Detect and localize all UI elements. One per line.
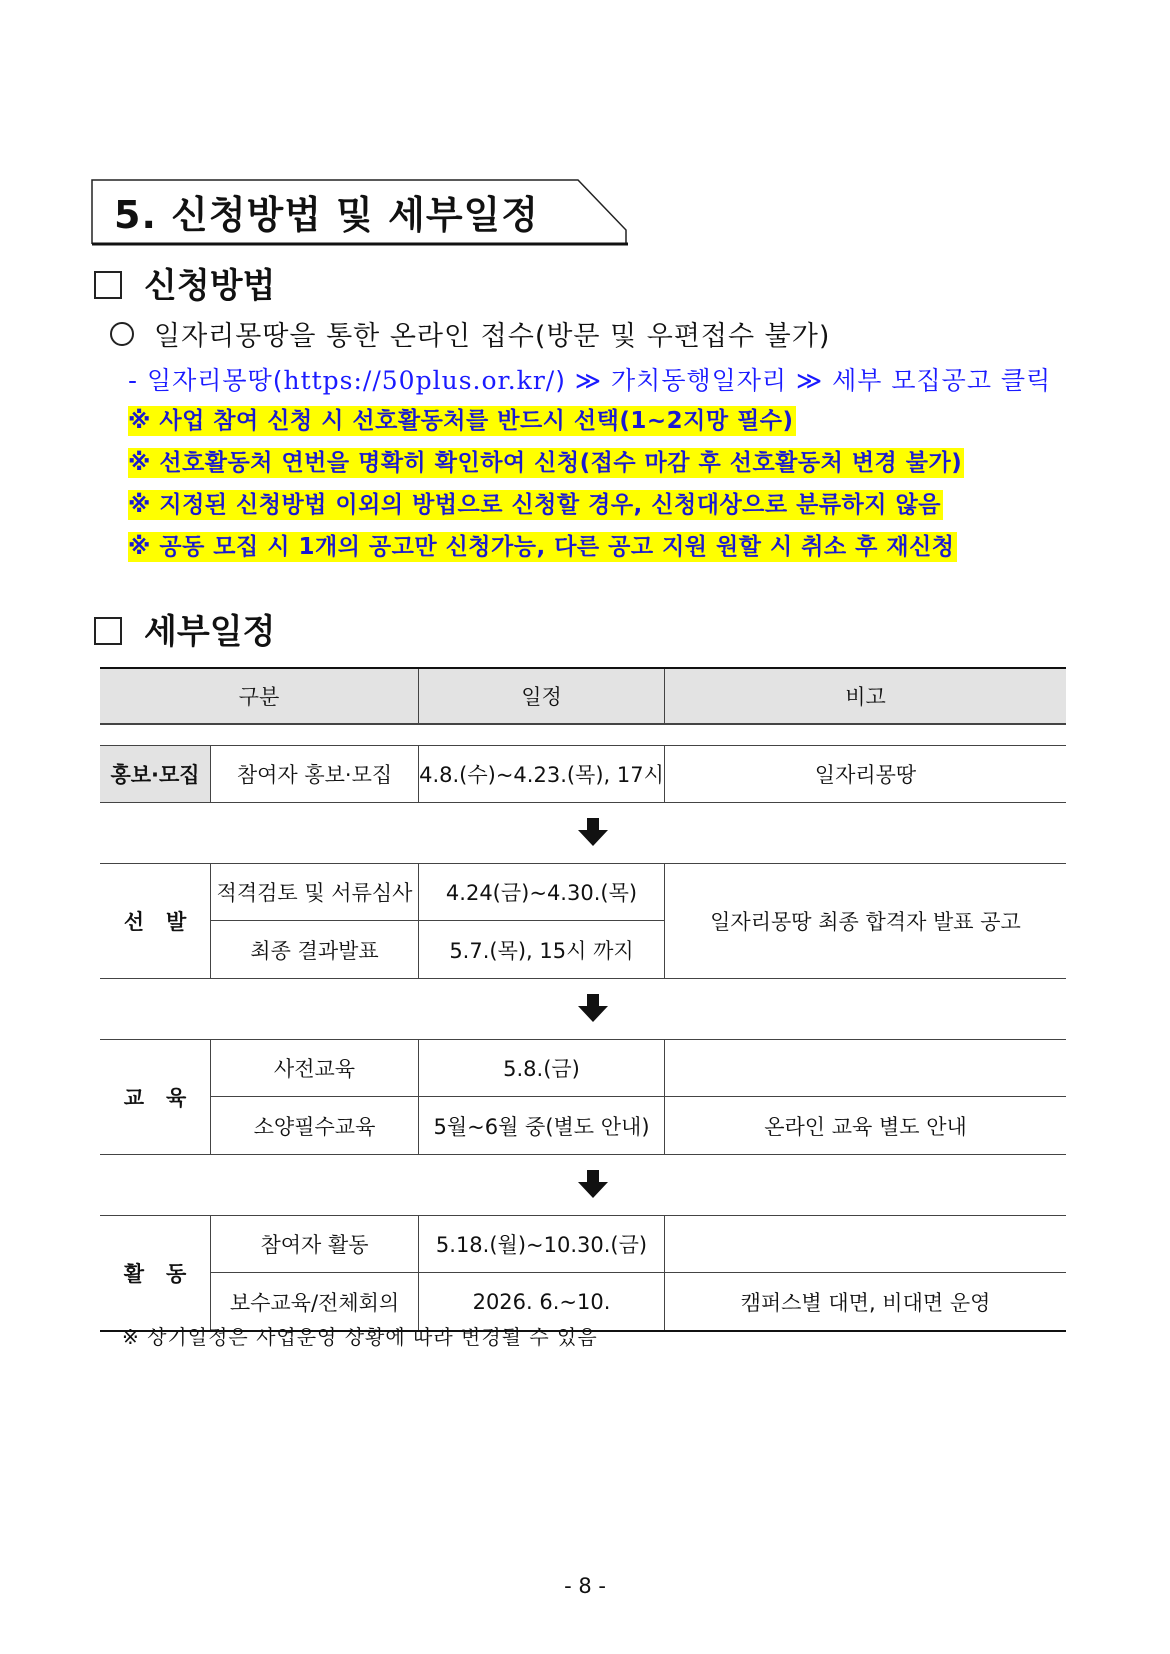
apply-heading-text: 신청방법 xyxy=(144,266,276,306)
header-category: 구분 xyxy=(238,685,280,709)
section-header xyxy=(90,178,630,246)
apply-online-line xyxy=(110,314,830,353)
note-preference-required: ※ 사업 참여 신청 시 선호활동처를 반드시 선택(1~2지망 필수) xyxy=(128,408,794,434)
note-required-education: 온라인 교육 별도 안내 xyxy=(664,1097,1066,1154)
item-required-education: 소양필수교육 xyxy=(210,1097,418,1154)
stage-selection: 선 발 xyxy=(123,910,187,934)
schedule-heading xyxy=(94,604,275,653)
down-arrow-icon xyxy=(578,818,608,846)
table-header-row xyxy=(100,667,1066,724)
stage-promo: 홍보·모집 xyxy=(100,746,210,802)
table-row-promo xyxy=(100,745,1066,803)
date-final-result: 5.7.(목), 15시 까지 xyxy=(418,921,664,978)
apply-heading xyxy=(94,258,275,307)
link-prefix: - 일자리몽땅( xyxy=(128,366,284,395)
date-participant-activity: 5.18.(월)~10.30.(금) xyxy=(418,1216,664,1273)
note-training-meeting: 캠퍼스별 대면, 비대면 운영 xyxy=(664,1273,1066,1330)
item-promo: 참여자 홍보·모집 xyxy=(210,746,418,802)
table-row-activity xyxy=(100,1215,1066,1332)
down-arrow-icon xyxy=(578,994,608,1022)
note-joint-recruit: ※ 공동 모집 시 1개의 공고만 신청가능, 다른 공고 지원 원할 시 취소 후 재신청 xyxy=(128,534,955,560)
stage-activity: 활 동 xyxy=(123,1262,187,1286)
item-training-meeting: 보수교육/전체회의 xyxy=(210,1273,418,1330)
date-screening: 4.24(금)~4.30.(목) xyxy=(418,864,664,921)
header-schedule: 일정 xyxy=(418,669,664,723)
table-row-education xyxy=(100,1039,1066,1155)
date-required-education: 5월~6월 중(별도 안내) xyxy=(418,1097,664,1154)
table-row-selection xyxy=(100,863,1066,979)
item-final-result: 최종 결과발표 xyxy=(210,921,418,978)
schedule-heading-text: 세부일정 xyxy=(144,612,276,652)
section-title: 5. 신청방법 및 세부일정 xyxy=(114,193,539,237)
note-other-method: ※ 지정된 신청방법 이외의 방법으로 신청할 경우, 신청대상으로 분류하지 않음 xyxy=(128,492,941,518)
item-screening: 적격검토 및 서류심사 xyxy=(210,864,418,921)
date-promo: 4.8.(수)~4.23.(목), 17시 xyxy=(418,746,664,802)
note-preference-number: ※ 선호활동처 연번을 명확히 확인하여 신청(접수 마감 후 선호활동처 변경 불가) xyxy=(128,450,963,476)
checkbox-icon xyxy=(94,617,122,645)
site-link[interactable]: https://50plus.or.kr/ xyxy=(283,366,556,395)
header-double-rule xyxy=(100,724,1066,727)
link-suffix: ) ≫ 가치동행일자리 ≫ 세부 모집공고 클릭 xyxy=(555,366,1052,395)
note-participant-activity xyxy=(664,1216,1066,1273)
checkbox-icon xyxy=(94,271,122,299)
note-promo: 일자리몽땅 xyxy=(664,746,1066,802)
note-pre-education xyxy=(664,1040,1066,1097)
apply-link-line xyxy=(128,361,1051,397)
item-participant-activity: 참여자 활동 xyxy=(210,1216,418,1273)
down-arrow-icon xyxy=(578,1170,608,1198)
header-remarks: 비고 xyxy=(664,669,1066,723)
page-number: - 8 - xyxy=(564,1574,606,1598)
note-selection: 일자리몽땅 최종 합격자 발표 공고 xyxy=(664,864,1066,978)
schedule-footnote: ※ 상기일정은 사업운영 상황에 따라 변경될 수 있음 xyxy=(122,1325,598,1349)
apply-online-text: 일자리몽땅을 통한 온라인 접수(방문 및 우편접수 불가) xyxy=(154,321,831,352)
date-training-meeting: 2026. 6.~10. xyxy=(418,1273,664,1330)
date-pre-education: 5.8.(금) xyxy=(418,1040,664,1097)
circle-bullet-icon xyxy=(110,322,134,346)
item-pre-education: 사전교육 xyxy=(210,1040,418,1097)
stage-education: 교 육 xyxy=(123,1086,187,1110)
